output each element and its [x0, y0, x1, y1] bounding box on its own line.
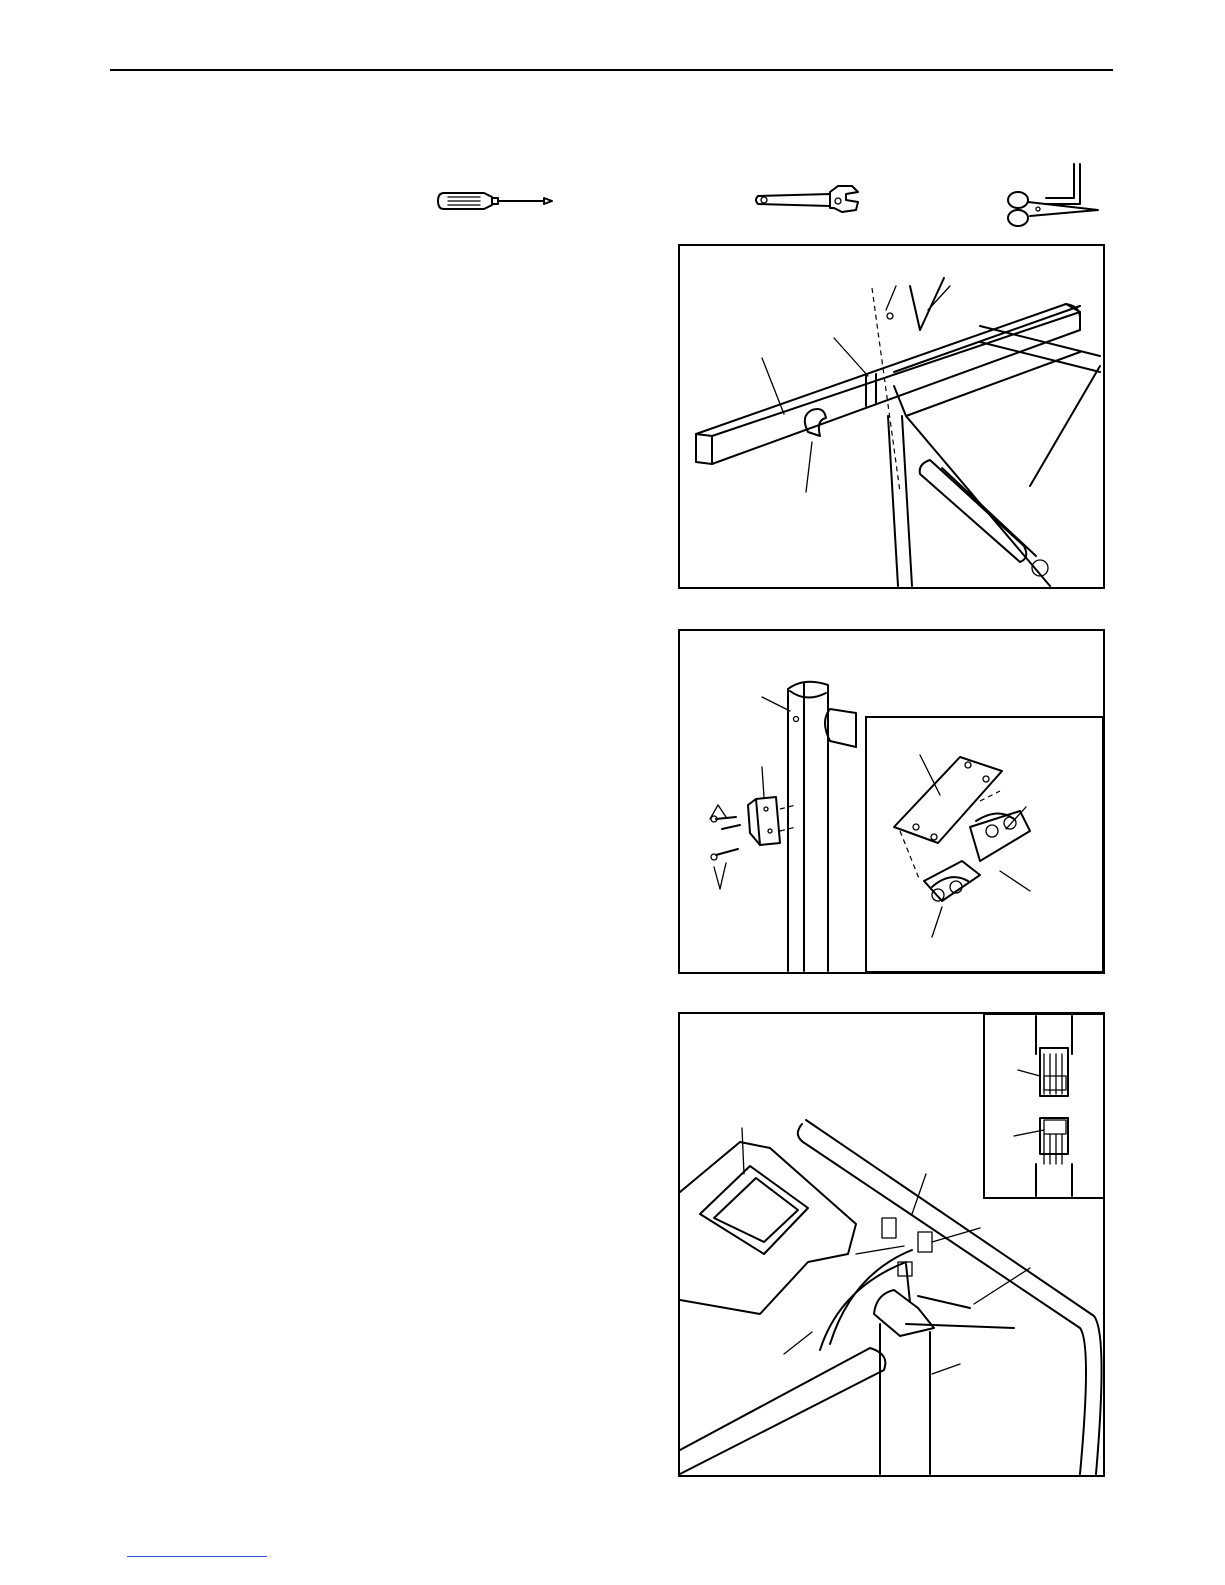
phillips-screwdriver-icon	[436, 186, 556, 216]
scissors-and-hex-key-icon	[1004, 160, 1104, 230]
figure-3-console-wire-connection	[678, 1012, 1105, 1477]
footer-link-underline[interactable]	[127, 1556, 267, 1557]
header-rule	[110, 69, 1113, 71]
figure-1-upright-frame-assembly	[678, 244, 1105, 589]
figure-2-hinge-bracket-assembly	[678, 629, 1105, 974]
adjustable-wrench-icon	[752, 180, 862, 220]
